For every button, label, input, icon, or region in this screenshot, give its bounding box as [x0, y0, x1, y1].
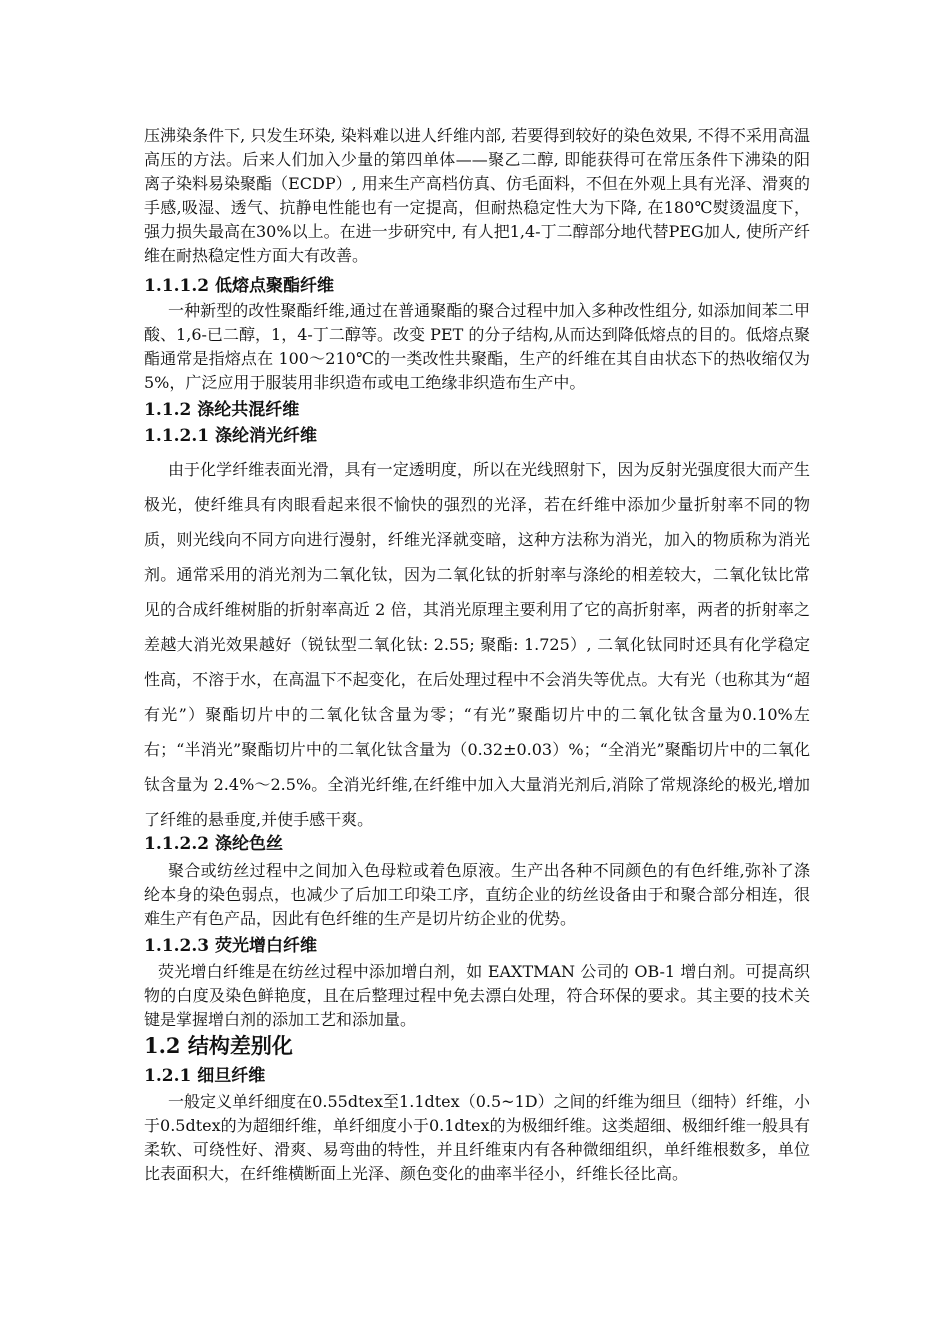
paragraph-low-melt-polyester: 一种新型的改性聚酯纤维,通过在普通聚酯的聚合过程中加入多种改性组分, 如添加间苯二甲酸、1,6-已二醇，1，4-丁二醇等。改变 PET 的分子结构,从而达到降低熔点的目的。低熔点聚酯通常是指熔点在 100～210℃的一类改性共聚酯，生产的纤维在其自由状态下的热收缩仅为 5%，广泛应用于服装用非织造布或电工绝缘非织造布生产中。 [144, 301, 810, 392]
section-heading-1-1-2-1: 1.1.2.1 涤纶消光纤维 [144, 426, 317, 446]
section-heading-1-1-2: 1.1.2 涤纶共混纤维 [144, 400, 300, 420]
section-heading-1-1-2-3: 1.1.2.3 荧光增白纤维 [144, 936, 317, 956]
paragraph-colored-yarn: 聚合或纺丝过程中之间加入色母粒或着色原液。生产出各种不同颜色的有色纤维,弥补了涤纶本身的染色弱点，也减少了后加工印染工序，直纺企业的纺丝设备由于和聚合部分相连，很难生产有色产品，因此有色纤维的生产是切片纺企业的优势。 [144, 861, 810, 928]
intro-paragraph: 压沸染条件下, 只发生环染, 染料难以进人纤维内部, 若要得到较好的染色效果, 不得不采用高温高压的方法。后来人们加入少量的第四单体——聚乙二醇, 即能获得可在常压条件下沸染的阳离子染料易染聚酯（ECDP）, 用来生产高档仿真、仿毛面料，不但在外观上具有光泽、滑爽的手感,吸湿、透气、抗静电性能也有一定提高，但耐热稳定性大为下降, 在180℃熨烫温度下，强力损失最高在30%以上。在进一步研究中, 有人把1,4-丁二醇部分地代替PEG加人, 使所产纤维在耐热稳定性方面大有改善。 [144, 126, 810, 265]
section-heading-1-2-1: 1.2.1 细旦纤维 [144, 1066, 266, 1086]
section-heading-1-2: 1.2 结构差别化 [144, 1033, 293, 1058]
section-heading-1-1-1-2: 1.1.1.2 低熔点聚酯纤维 [144, 276, 334, 296]
section-heading-1-1-2-2: 1.1.2.2 涤纶色丝 [144, 834, 283, 854]
paragraph-fine-denier-fiber: 一般定义单纤细度在0.55dtex至1.1dtex（0.5~1D）之间的纤维为细旦（细特）纤维，小于0.5dtex的为超细纤维，单纤细度小于0.1dtex的为极细纤维。这类超细、极细纤维一般具有柔软、可绕性好、滑爽、易弯曲的特性，并且纤维束内有各种微细组织，单纤维根数多，单位比表面积大，在纤维横断面上光泽、颜色变化的曲率半径小，纤维长径比高。 [144, 1092, 810, 1183]
paragraph-fluorescent-fiber: 荧光增白纤维是在纺丝过程中添加增白剂，如 EAXTMAN 公司的 OB-1 增白剂。可提高织物的白度及染色鲜艳度，且在后整理过程中免去漂白处理，符合环保的要求。其主要的技术关键是掌握增白剂的添加工艺和添加量。 [144, 962, 810, 1029]
paragraph-matting-fiber: 由于化学纤维表面光滑，具有一定透明度，所以在光线照射下，因为反射光强度很大而产生极光，使纤维具有肉眼看起来很不愉快的强烈的光泽，若在纤维中添加少量折射率不同的物质，则光线向不同方向进行漫射，纤维光泽就变暗，这种方法称为消光，加入的物质称为消光剂。通常采用的消光剂为二氧化钛，因为二氧化钛的折射率与涤纶的相差较大，二氧化钛比常见的合成纤维树脂的折射率高近 2 倍，其消光原理主要利用了它的高折射率，两者的折射率之差越大消光效果越好（锐钛型二氧化钛: 2.55; 聚酯: 1.725）, 二氧化钛同时还具有化学稳定性高，不溶于水，在高温下不起变化，在后处理过程中不会消失等优点。大有光（也称其为“超有光”）聚酯切片中的二氧化钛含量为零；“有光”聚酯切片中的二氧化钛含量为0.10%左右；“半消光”聚酯切片中的二氧化钛含量为（0.32±0.03）%；“全消光”聚酯切片中的二氧化钛含量为 2.4%～2.5%。全消光纤维,在纤维中加入大量消光剂后,消除了常规涤纶的极光,增加了纤维的悬垂度,并使手感干爽。 [144, 460, 810, 829]
